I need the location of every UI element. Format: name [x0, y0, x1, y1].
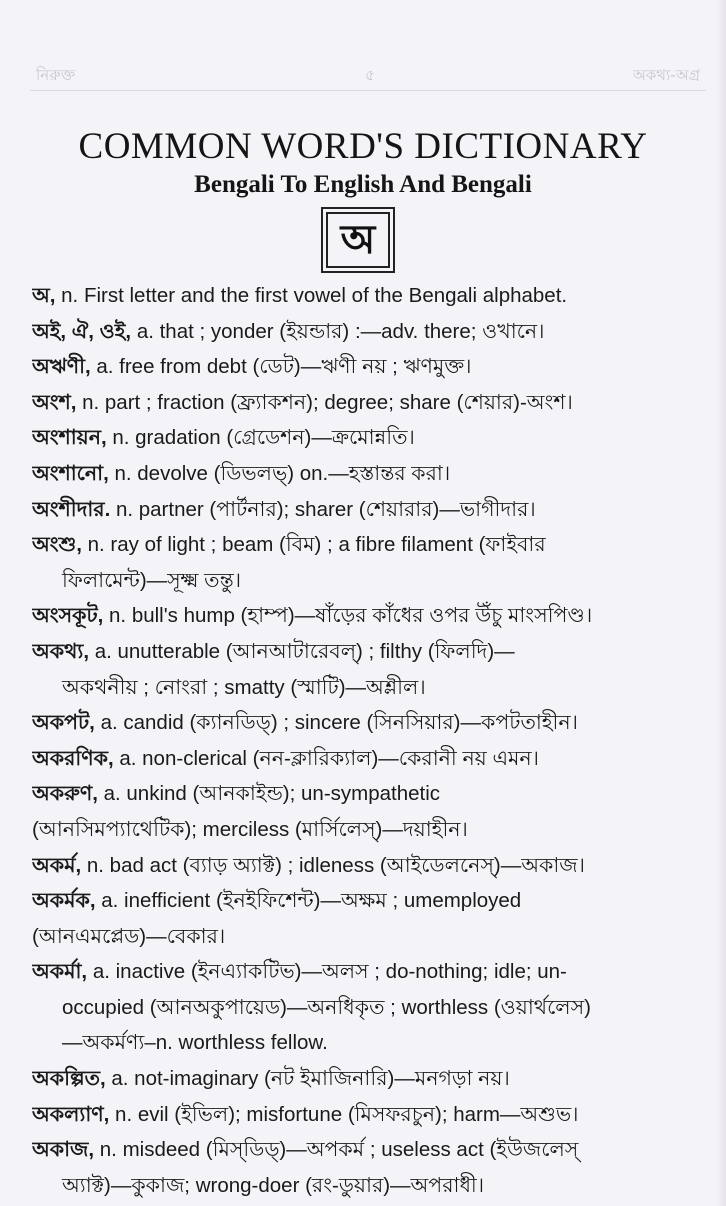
- section-letter-box: অ: [326, 212, 390, 268]
- header-divider: [30, 90, 706, 91]
- entry-line: [32, 634, 702, 670]
- definition-text: a. unkind (আনকাইন্ড); un-sympathetic: [97, 782, 441, 806]
- headword: অকল্পিত,: [32, 1067, 106, 1091]
- entry-line: [32, 1061, 702, 1097]
- dictionary-entries: [32, 278, 702, 1203]
- entry-line: [32, 527, 702, 563]
- definition-text: a. candid (ক্যানডিড্) ; sincere (সিনসিয়ার)—কপটতাহীন।: [94, 711, 578, 735]
- definition-text: a. that ; yonder (ইয়ন্ডার) :—adv. there; ওখানে।: [131, 319, 545, 343]
- headword: অকল্যাণ,: [32, 1102, 110, 1126]
- headword: অকাজ,: [32, 1138, 95, 1162]
- headword: অংশ,: [32, 390, 77, 414]
- definition-text: n. devolve (ডিভলভ্) on.—হস্তান্তর করা।: [108, 461, 451, 485]
- definition-text: a. inactive (ইনএ্যাকটিভ)—অলস ; do-nothing; idle; un-: [87, 960, 567, 984]
- definition-text: a. not-imaginary (নট ইমাজিনারি)—মনগড়া নয়।: [105, 1067, 510, 1091]
- entry-continuation: —অকর্মণ্য–n. worthless fellow.: [62, 1031, 328, 1055]
- page-number: ৫: [365, 66, 375, 84]
- definition-text: a. unutterable (আনআটারেবল্) ; filthy (ফিলদি)—: [89, 639, 515, 663]
- entry-line: [32, 954, 702, 990]
- running-head-left: নিরুক্ত: [36, 66, 76, 84]
- definition-text: a. free from debt (ডেট)—ঋণী নয় ; ঋণমুক্ত।: [90, 355, 472, 379]
- headword: অংশানো,: [32, 461, 109, 485]
- entry-line: [32, 1097, 702, 1133]
- definition-text: n. partner (পার্টনার); sharer (শেয়ারার)—ভাগীদার।: [110, 497, 536, 521]
- entry-line: [32, 776, 702, 812]
- running-head-right: অকথ্য-অগ্র: [632, 66, 700, 84]
- entry-continuation: occupied (আনঅকুপায়েড)—অনধিকৃত ; worthless (ওয়ার্থলেস): [62, 995, 591, 1019]
- entry-continuation: অ্যাক্ট)—কুকাজ; wrong-doer (রং-ডুয়ার)—অপরাধী।: [62, 1173, 485, 1197]
- definition-text: n. part ; fraction (ফ্র্যাকশন); degree; share (শেয়ার)-অংশ।: [76, 390, 573, 414]
- definition-text: n. First letter and the first vowel of the Bengali alphabet.: [55, 284, 568, 307]
- entry-line: [32, 456, 702, 492]
- entry-continuation: ফিলামেন্ট)—সূক্ষ্ম তন্তু।: [62, 568, 242, 592]
- entry-line: [32, 598, 702, 634]
- entry-line: [32, 1132, 702, 1168]
- running-head: [30, 64, 706, 86]
- page-title: COMMON WORD'S DICTIONARY: [78, 126, 648, 167]
- headword: অই, ঐ, ওই,: [32, 319, 132, 343]
- definition-text: n. bad act (ব্যাড় অ্যাক্ট) ; idleness (আইডেলনেস্)—অকাজ।: [81, 853, 585, 877]
- headword: অঋণী,: [32, 355, 91, 379]
- headword: অংসকূট,: [32, 604, 104, 628]
- entry-line: [32, 420, 702, 456]
- definition-text: n. misdeed (মিস্‌ডিড্)—অপকর্ম ; useless act (ইউজলেস্: [94, 1138, 579, 1162]
- headword: অকর্মা,: [32, 960, 88, 984]
- definition-text: a. inefficient (ইনইফিশেন্ট)—অক্ষম ; umemployed: [95, 889, 522, 913]
- definition-text: n. gradation (গ্রেডেশন)—ক্রমোন্নতি।: [106, 426, 415, 450]
- headword: অংশীদার.: [32, 497, 111, 521]
- entry-line: [32, 705, 702, 741]
- entry-line: [32, 883, 702, 919]
- headword: অকপট,: [32, 711, 95, 735]
- headword: অকরণিক,: [32, 746, 114, 770]
- headword: অকর্ম,: [32, 853, 82, 877]
- definition-text: n. evil (ইভিল); misfortune (মিসফরচুন); harm—অশুভ।: [109, 1102, 579, 1126]
- entry-continuation: অকথনীয় ; নোংরা ; smatty (স্মাটি)—অশ্লীল।: [62, 675, 426, 699]
- entry-line: [32, 492, 702, 528]
- definition-text: n. bull's hump (হাম্প)—ষাঁড়ের কাঁধের ওপর উঁচু মাংসপিণ্ড।: [103, 604, 593, 628]
- entry-continuation: (আনসিমপ্যাথেটিক); merciless (মার্সিলেস্)—দয়াহীন।: [32, 817, 468, 841]
- headword: অকরুণ,: [32, 782, 98, 806]
- definition-text: n. ray of light ; beam (বিম) ; a fibre filament (ফাইবার: [81, 533, 546, 557]
- definition-text: a. non-clerical (নন-ক্লারিক্যাল)—কেরানী নয় এমন।: [113, 746, 539, 770]
- entry-line: [32, 848, 702, 884]
- page-subtitle: Bengali To English And Bengali: [194, 171, 532, 198]
- headword: অ,: [32, 284, 56, 307]
- entry-line: [32, 314, 702, 350]
- headword: অকর্মক,: [32, 889, 96, 913]
- entry-line: [32, 349, 702, 385]
- entry-line: [32, 741, 702, 777]
- entry-line: [32, 385, 702, 421]
- entry-line: [32, 278, 702, 314]
- headword: অংশু,: [32, 533, 82, 557]
- page-edge: [716, 0, 726, 1206]
- headword: অংশায়ন,: [32, 426, 107, 450]
- headword: অকথ্য,: [32, 639, 90, 663]
- entry-continuation: (আনএমপ্লেড)—বেকার।: [32, 924, 226, 948]
